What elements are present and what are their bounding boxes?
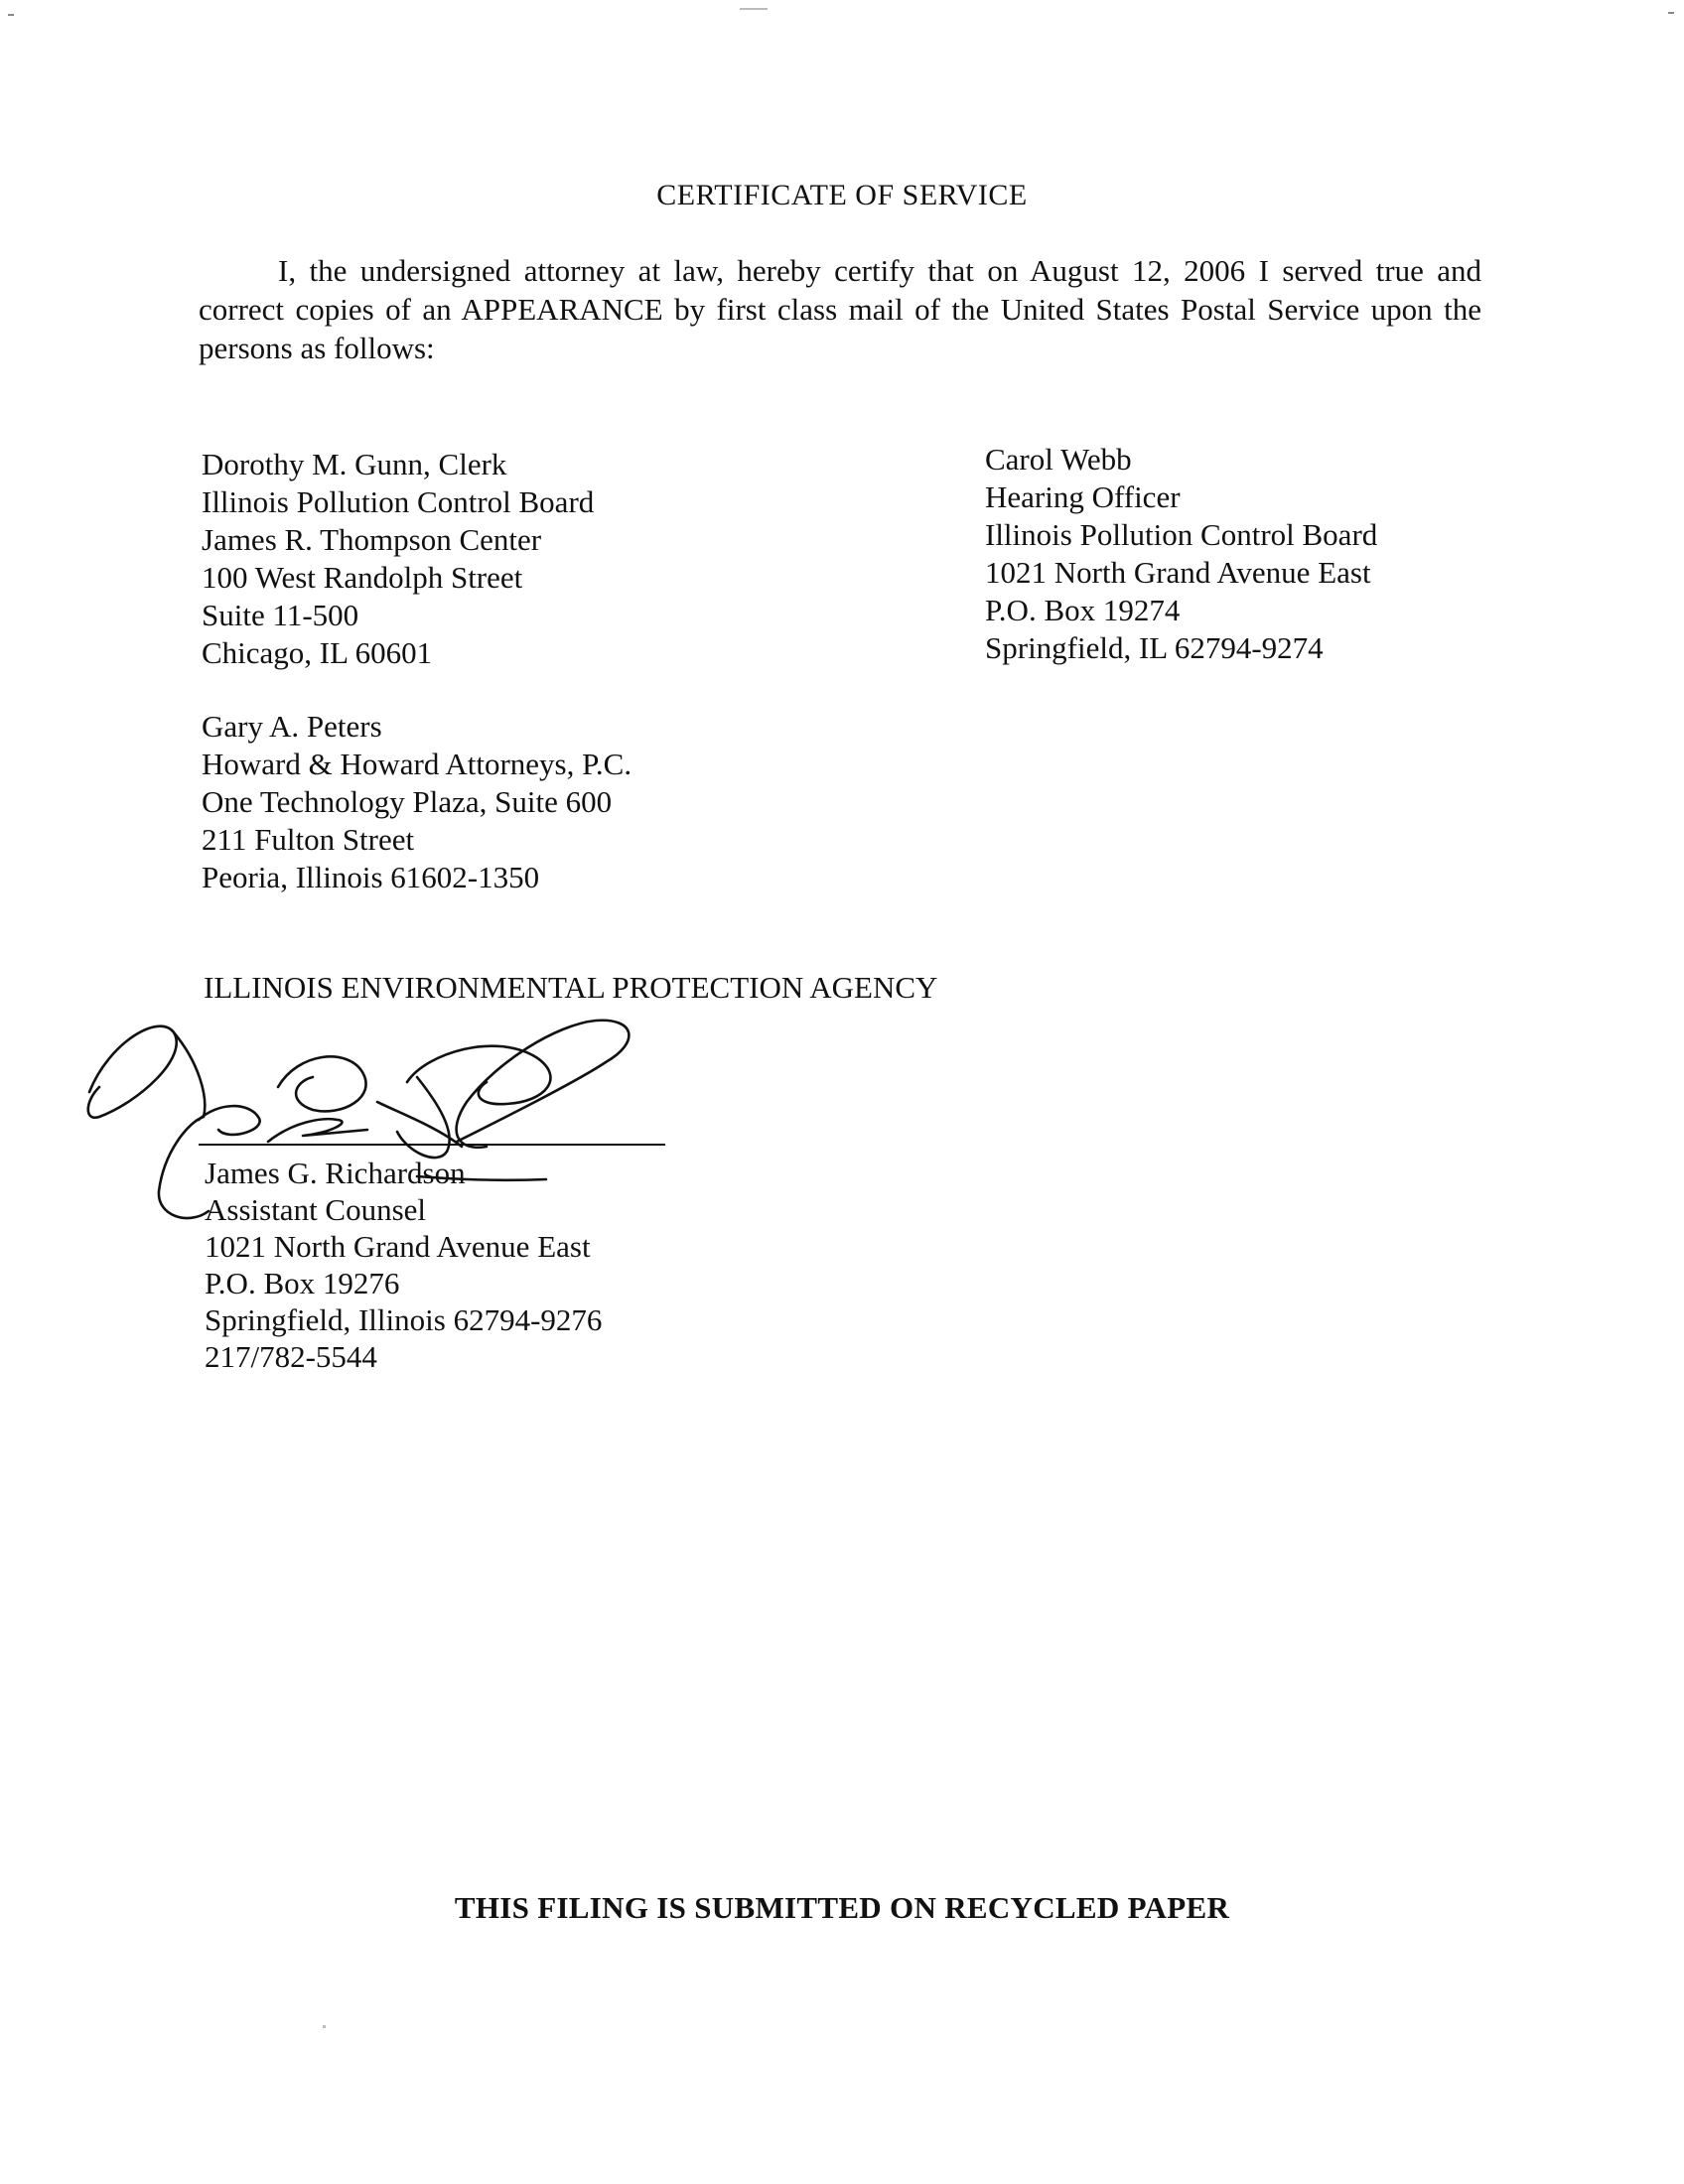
signature-line: [199, 1144, 665, 1146]
recycled-paper-notice: THIS FILING IS SUBMITTED ON RECYCLED PAPER: [454, 1890, 1230, 1925]
address-line: Hearing Officer: [985, 479, 1181, 514]
address-line: Illinois Pollution Control Board: [985, 517, 1378, 552]
address-line: 211 Fulton Street: [202, 822, 415, 857]
signer-address-line: 1021 North Grand Avenue East: [205, 1229, 591, 1264]
address-line: Springfield, IL 62794-9274: [985, 630, 1324, 665]
scan-speck: [8, 14, 14, 16]
scan-speck: [1668, 12, 1674, 14]
address-line: Carol Webb: [985, 442, 1132, 477]
address-line: Peoria, Illinois 61602-1350: [202, 860, 540, 894]
signer-title: Assistant Counsel: [205, 1192, 427, 1227]
document-title: CERTIFICATE OF SERVICE: [656, 179, 1028, 211]
agency-name: ILLINOIS ENVIRONMENTAL PROTECTION AGENCY: [204, 970, 938, 1005]
scan-speck: [740, 8, 768, 10]
address-line: James R. Thompson Center: [202, 522, 542, 557]
certification-text: I, the undersigned attorney at law, hereby certify that on August 12, 2006 I served true and correct copies of an APPEARANCE by first class mail of the United States Postal Service upon the persons as follows:: [199, 253, 1481, 365]
address-line: Dorothy M. Gunn, Clerk: [202, 447, 507, 481]
recipient-address-webb: [985, 441, 1377, 667]
address-line: 1021 North Grand Avenue East: [985, 555, 1371, 590]
scan-speck: [323, 2025, 326, 2028]
address-line: Illinois Pollution Control Board: [202, 484, 595, 519]
signer-block: [205, 1155, 602, 1375]
address-line: Gary A. Peters: [202, 709, 382, 744]
address-line: 100 West Randolph Street: [202, 560, 523, 595]
signer-phone: 217/782-5544: [205, 1339, 377, 1374]
recipient-address-gunn: [202, 446, 594, 672]
certification-paragraph: [199, 251, 1481, 367]
signer-address-line: Springfield, Illinois 62794-9276: [205, 1302, 603, 1337]
address-line: Chicago, IL 60601: [202, 635, 433, 670]
address-line: One Technology Plaza, Suite 600: [202, 784, 613, 819]
address-line: P.O. Box 19274: [985, 593, 1181, 627]
address-line: Suite 11-500: [202, 598, 359, 632]
recipient-address-peters: [202, 708, 632, 896]
signer-name: James G. Richardson: [205, 1156, 466, 1190]
address-line: Howard & Howard Attorneys, P.C.: [202, 747, 632, 781]
signer-address-line: P.O. Box 19276: [205, 1266, 400, 1300]
